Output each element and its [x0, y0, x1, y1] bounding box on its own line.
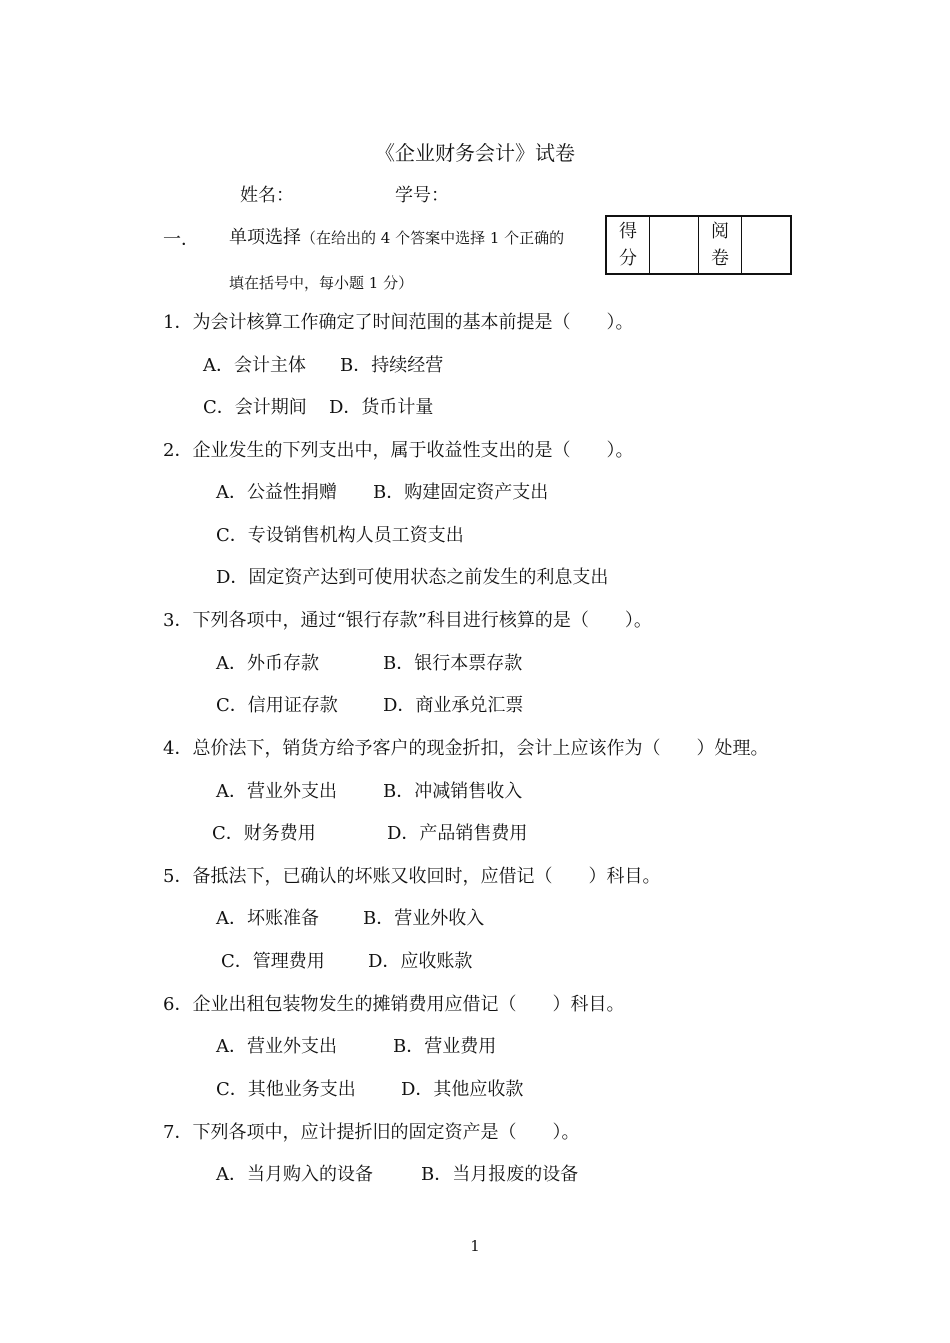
option: C．其他业务支出: [216, 1079, 356, 1100]
question-stem: 6．企业出租包装物发生的摊销费用应借记（ ）科目。: [163, 994, 625, 1015]
score-entry-cell: [650, 216, 699, 274]
option: A．当月购入的设备: [216, 1164, 373, 1185]
option: B．当月报废的设备: [421, 1164, 579, 1185]
score-label-top: 得: [619, 221, 637, 242]
score-table: [605, 215, 792, 275]
option: A．营业外支出: [216, 1036, 337, 1057]
option: C．信用证存款: [216, 695, 338, 716]
question-stem: 3．下列各项中，通过“银行存款”科目进行核算的是（ ）。: [163, 610, 652, 631]
option: C．会计期间: [203, 397, 307, 418]
section-heading: [229, 229, 564, 247]
review-label-bottom: 卷: [711, 248, 729, 269]
option: B．银行本票存款: [383, 653, 523, 674]
option: A．坏账准备: [216, 908, 319, 929]
option: C．管理费用: [221, 951, 325, 972]
section-number: 一．: [163, 229, 199, 250]
question-stem: 4．总价法下，销货方给予客户的现金折扣，会计上应该作为（ ）处理。: [163, 738, 769, 759]
question-stem: 7．下列各项中，应计提折旧的固定资产是（ ）。: [163, 1122, 580, 1143]
score-label-cell: [606, 216, 650, 274]
review-label-top: 阅: [711, 221, 729, 242]
question-stem: 5．备抵法下，已确认的坏账又收回时，应借记（ ）科目。: [163, 866, 661, 887]
option: A．外币存款: [216, 653, 319, 674]
option: D．商业承兑汇票: [383, 695, 524, 716]
section-instruction-continued: 填在括号中，每小题 1 分）: [229, 274, 414, 292]
option: B．购建固定资产支出: [373, 482, 549, 503]
section-title: 单项选择: [229, 227, 301, 248]
student-id-label: 学号：: [395, 185, 449, 206]
option: D．应收账款: [368, 951, 473, 972]
reviewer-label-cell: [699, 216, 742, 274]
option: A．营业外支出: [216, 781, 337, 802]
option: A．公益性捐赠: [216, 482, 337, 503]
option: A．会计主体: [203, 355, 306, 376]
question-stem: 1．为会计核算工作确定了时间范围的基本前提是（ ）。: [163, 312, 634, 333]
page-title: 《企业财务会计》试卷: [375, 141, 575, 165]
page-number: 1: [470, 1237, 480, 1255]
option: D．货币计量: [329, 397, 434, 418]
option: D．固定资产达到可使用状态之前发生的利息支出: [216, 567, 609, 588]
option: C．财务费用: [212, 823, 316, 844]
score-label-bottom: 分: [619, 248, 637, 269]
question-stem: 2．企业发生的下列支出中，属于收益性支出的是（ ）。: [163, 440, 634, 461]
option: B．冲减销售收入: [383, 781, 523, 802]
option: B．营业费用: [393, 1036, 497, 1057]
option: D．产品销售费用: [387, 823, 528, 844]
option: D．其他应收款: [401, 1079, 524, 1100]
option: B．持续经营: [340, 355, 444, 376]
section-instruction: （在给出的 4 个答案中选择 1 个正确的: [301, 229, 565, 247]
reviewer-entry-cell: [742, 216, 792, 274]
name-label: 姓名：: [240, 185, 294, 206]
option: C．专设销售机构人员工资支出: [216, 525, 464, 546]
option: B．营业外收入: [363, 908, 485, 929]
